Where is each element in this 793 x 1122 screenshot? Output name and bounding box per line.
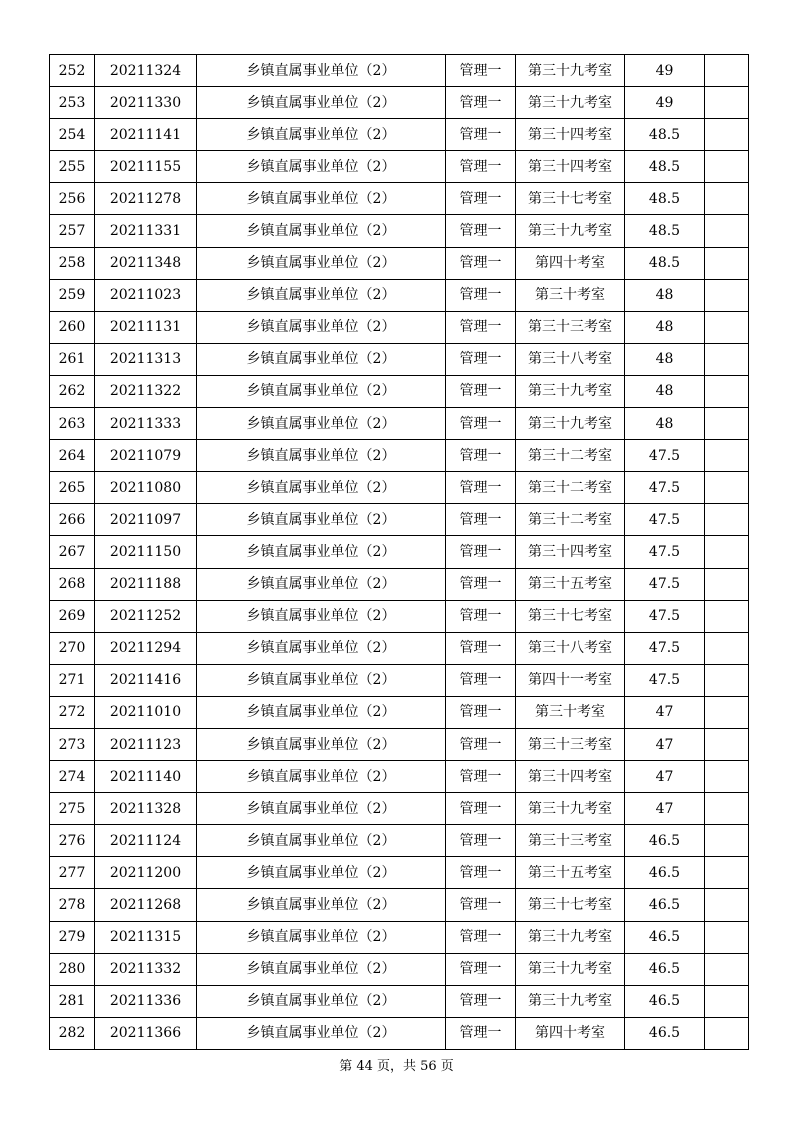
exam-id-cell: 20211294 — [95, 632, 197, 664]
exam-id-cell: 20211123 — [95, 728, 197, 760]
unit-name-cell: 乡镇直属事业单位（2） — [197, 408, 446, 440]
remark-cell — [705, 857, 749, 889]
table-row — [50, 408, 749, 440]
exam-room-cell: 第三十七考室 — [516, 600, 625, 632]
score-cell: 48.5 — [625, 151, 705, 183]
row-index-cell: 272 — [50, 696, 95, 728]
position-cell: 管理一 — [446, 889, 516, 921]
exam-id-cell: 20211348 — [95, 247, 197, 279]
table-row — [50, 87, 749, 119]
unit-name-cell: 乡镇直属事业单位（2） — [197, 985, 446, 1017]
unit-name-cell: 乡镇直属事业单位（2） — [197, 472, 446, 504]
table-row — [50, 632, 749, 664]
table-row — [50, 311, 749, 343]
remark-cell — [705, 793, 749, 825]
page-footer: 第 44 页，共 56 页 — [339, 1059, 454, 1074]
exam-room-cell: 第三十三考室 — [516, 825, 625, 857]
exam-id-cell: 20211332 — [95, 953, 197, 985]
remark-cell — [705, 664, 749, 696]
unit-name-cell: 乡镇直属事业单位（2） — [197, 600, 446, 632]
remark-cell — [705, 825, 749, 857]
exam-room-cell: 第四十一考室 — [516, 664, 625, 696]
exam-room-cell: 第三十四考室 — [516, 536, 625, 568]
unit-name-cell: 乡镇直属事业单位（2） — [197, 343, 446, 375]
remark-cell — [705, 247, 749, 279]
table-row — [50, 247, 749, 279]
position-cell: 管理一 — [446, 151, 516, 183]
exam-room-cell: 第三十四考室 — [516, 761, 625, 793]
unit-name-cell: 乡镇直属事业单位（2） — [197, 953, 446, 985]
table-row — [50, 985, 749, 1017]
position-cell: 管理一 — [446, 1017, 516, 1049]
unit-name-cell: 乡镇直属事业单位（2） — [197, 55, 446, 87]
remark-cell — [705, 536, 749, 568]
row-index-cell: 261 — [50, 343, 95, 375]
unit-name-cell: 乡镇直属事业单位（2） — [197, 119, 446, 151]
row-index-cell: 254 — [50, 119, 95, 151]
table-row — [50, 953, 749, 985]
exam-room-cell: 第三十二考室 — [516, 504, 625, 536]
remark-cell — [705, 215, 749, 247]
exam-id-cell: 20211324 — [95, 55, 197, 87]
table-row — [50, 119, 749, 151]
row-index-cell: 255 — [50, 151, 95, 183]
unit-name-cell: 乡镇直属事业单位（2） — [197, 793, 446, 825]
score-cell: 48 — [625, 279, 705, 311]
unit-name-cell: 乡镇直属事业单位（2） — [197, 761, 446, 793]
exam-id-cell: 20211366 — [95, 1017, 197, 1049]
table-row — [50, 761, 749, 793]
score-cell: 47.5 — [625, 504, 705, 536]
position-cell: 管理一 — [446, 953, 516, 985]
score-cell: 48.5 — [625, 215, 705, 247]
row-index-cell: 282 — [50, 1017, 95, 1049]
remark-cell — [705, 504, 749, 536]
exam-room-cell: 第三十九考室 — [516, 55, 625, 87]
remark-cell — [705, 728, 749, 760]
table-row — [50, 215, 749, 247]
score-cell: 47.5 — [625, 440, 705, 472]
remark-cell — [705, 985, 749, 1017]
remark-cell — [705, 472, 749, 504]
remark-cell — [705, 311, 749, 343]
remark-cell — [705, 151, 749, 183]
position-cell: 管理一 — [446, 215, 516, 247]
position-cell: 管理一 — [446, 87, 516, 119]
exam-id-cell: 20211023 — [95, 279, 197, 311]
score-cell: 46.5 — [625, 825, 705, 857]
position-cell: 管理一 — [446, 825, 516, 857]
exam-room-cell: 第三十九考室 — [516, 985, 625, 1017]
exam-room-cell: 第三十考室 — [516, 696, 625, 728]
score-cell: 48 — [625, 343, 705, 375]
remark-cell — [705, 119, 749, 151]
exam-id-cell: 20211010 — [95, 696, 197, 728]
position-cell: 管理一 — [446, 985, 516, 1017]
table-row — [50, 921, 749, 953]
exam-room-cell: 第三十三考室 — [516, 311, 625, 343]
position-cell: 管理一 — [446, 119, 516, 151]
exam-id-cell: 20211200 — [95, 857, 197, 889]
unit-name-cell: 乡镇直属事业单位（2） — [197, 1017, 446, 1049]
row-index-cell: 270 — [50, 632, 95, 664]
row-index-cell: 257 — [50, 215, 95, 247]
unit-name-cell: 乡镇直属事业单位（2） — [197, 825, 446, 857]
score-cell: 46.5 — [625, 921, 705, 953]
exam-room-cell: 第三十二考室 — [516, 472, 625, 504]
row-index-cell: 268 — [50, 568, 95, 600]
exam-id-cell: 20211124 — [95, 825, 197, 857]
score-cell: 47 — [625, 793, 705, 825]
table-row — [50, 504, 749, 536]
exam-room-cell: 第三十九考室 — [516, 408, 625, 440]
remark-cell — [705, 279, 749, 311]
row-index-cell: 263 — [50, 408, 95, 440]
position-cell: 管理一 — [446, 311, 516, 343]
exam-id-cell: 20211330 — [95, 87, 197, 119]
unit-name-cell: 乡镇直属事业单位（2） — [197, 536, 446, 568]
position-cell: 管理一 — [446, 664, 516, 696]
exam-id-cell: 20211322 — [95, 375, 197, 407]
row-index-cell: 280 — [50, 953, 95, 985]
position-cell: 管理一 — [446, 279, 516, 311]
unit-name-cell: 乡镇直属事业单位（2） — [197, 279, 446, 311]
position-cell: 管理一 — [446, 375, 516, 407]
remark-cell — [705, 632, 749, 664]
score-cell: 48 — [625, 408, 705, 440]
remark-cell — [705, 953, 749, 985]
exam-room-cell: 第三十三考室 — [516, 728, 625, 760]
score-cell: 47 — [625, 761, 705, 793]
exam-room-cell: 第三十九考室 — [516, 921, 625, 953]
table-row — [50, 183, 749, 215]
score-cell: 46.5 — [625, 953, 705, 985]
exam-room-cell: 第三十八考室 — [516, 343, 625, 375]
score-cell: 49 — [625, 87, 705, 119]
position-cell: 管理一 — [446, 472, 516, 504]
table-row — [50, 343, 749, 375]
row-index-cell: 256 — [50, 183, 95, 215]
remark-cell — [705, 1017, 749, 1049]
position-cell: 管理一 — [446, 440, 516, 472]
exam-id-cell: 20211252 — [95, 600, 197, 632]
table-row — [50, 600, 749, 632]
unit-name-cell: 乡镇直属事业单位（2） — [197, 696, 446, 728]
exam-room-cell: 第三十四考室 — [516, 119, 625, 151]
exam-room-cell: 第三十五考室 — [516, 857, 625, 889]
exam-id-cell: 20211155 — [95, 151, 197, 183]
unit-name-cell: 乡镇直属事业单位（2） — [197, 632, 446, 664]
exam-room-cell: 第三十七考室 — [516, 889, 625, 921]
table-row — [50, 568, 749, 600]
table-row — [50, 664, 749, 696]
row-index-cell: 266 — [50, 504, 95, 536]
row-index-cell: 271 — [50, 664, 95, 696]
row-index-cell: 260 — [50, 311, 95, 343]
exam-room-cell: 第三十九考室 — [516, 87, 625, 119]
remark-cell — [705, 600, 749, 632]
remark-cell — [705, 408, 749, 440]
unit-name-cell: 乡镇直属事业单位（2） — [197, 87, 446, 119]
exam-room-cell: 第三十九考室 — [516, 793, 625, 825]
remark-cell — [705, 55, 749, 87]
position-cell: 管理一 — [446, 55, 516, 87]
remark-cell — [705, 761, 749, 793]
remark-cell — [705, 183, 749, 215]
exam-id-cell: 20211315 — [95, 921, 197, 953]
position-cell: 管理一 — [446, 183, 516, 215]
position-cell: 管理一 — [446, 728, 516, 760]
remark-cell — [705, 696, 749, 728]
score-cell: 48 — [625, 311, 705, 343]
row-index-cell: 281 — [50, 985, 95, 1017]
unit-name-cell: 乡镇直属事业单位（2） — [197, 857, 446, 889]
exam-id-cell: 20211080 — [95, 472, 197, 504]
exam-id-cell: 20211131 — [95, 311, 197, 343]
table-row — [50, 696, 749, 728]
exam-id-cell: 20211416 — [95, 664, 197, 696]
table-row — [50, 728, 749, 760]
row-index-cell: 269 — [50, 600, 95, 632]
remark-cell — [705, 375, 749, 407]
exam-room-cell: 第三十九考室 — [516, 215, 625, 247]
position-cell: 管理一 — [446, 504, 516, 536]
score-cell: 46.5 — [625, 857, 705, 889]
score-cell: 48 — [625, 375, 705, 407]
score-cell: 47.5 — [625, 632, 705, 664]
exam-room-cell: 第三十七考室 — [516, 183, 625, 215]
score-cell: 47.5 — [625, 664, 705, 696]
exam-room-cell: 第三十五考室 — [516, 568, 625, 600]
unit-name-cell: 乡镇直属事业单位（2） — [197, 664, 446, 696]
table-row — [50, 279, 749, 311]
position-cell: 管理一 — [446, 793, 516, 825]
unit-name-cell: 乡镇直属事业单位（2） — [197, 728, 446, 760]
row-index-cell: 274 — [50, 761, 95, 793]
score-cell: 46.5 — [625, 1017, 705, 1049]
row-index-cell: 264 — [50, 440, 95, 472]
exam-id-cell: 20211097 — [95, 504, 197, 536]
table-row — [50, 55, 749, 87]
position-cell: 管理一 — [446, 408, 516, 440]
exam-id-cell: 20211141 — [95, 119, 197, 151]
position-cell: 管理一 — [446, 761, 516, 793]
table-row — [50, 1017, 749, 1049]
row-index-cell: 258 — [50, 247, 95, 279]
unit-name-cell: 乡镇直属事业单位（2） — [197, 921, 446, 953]
position-cell: 管理一 — [446, 696, 516, 728]
unit-name-cell: 乡镇直属事业单位（2） — [197, 311, 446, 343]
exam-room-cell: 第三十八考室 — [516, 632, 625, 664]
exam-room-cell: 第三十九考室 — [516, 375, 625, 407]
remark-cell — [705, 440, 749, 472]
row-index-cell: 273 — [50, 728, 95, 760]
exam-id-cell: 20211188 — [95, 568, 197, 600]
row-index-cell: 252 — [50, 55, 95, 87]
table-row — [50, 375, 749, 407]
row-index-cell: 265 — [50, 472, 95, 504]
score-cell: 47 — [625, 728, 705, 760]
score-cell: 46.5 — [625, 889, 705, 921]
exam-room-cell: 第三十二考室 — [516, 440, 625, 472]
row-index-cell: 267 — [50, 536, 95, 568]
unit-name-cell: 乡镇直属事业单位（2） — [197, 504, 446, 536]
table-row — [50, 151, 749, 183]
row-index-cell: 253 — [50, 87, 95, 119]
row-index-cell: 278 — [50, 889, 95, 921]
exam-id-cell: 20211150 — [95, 536, 197, 568]
exam-id-cell: 20211336 — [95, 985, 197, 1017]
unit-name-cell: 乡镇直属事业单位（2） — [197, 889, 446, 921]
unit-name-cell: 乡镇直属事业单位（2） — [197, 375, 446, 407]
row-index-cell: 276 — [50, 825, 95, 857]
remark-cell — [705, 343, 749, 375]
exam-id-cell: 20211331 — [95, 215, 197, 247]
score-cell: 47.5 — [625, 536, 705, 568]
row-index-cell: 259 — [50, 279, 95, 311]
score-cell: 49 — [625, 55, 705, 87]
remark-cell — [705, 87, 749, 119]
exam-id-cell: 20211313 — [95, 343, 197, 375]
remark-cell — [705, 568, 749, 600]
exam-id-cell: 20211268 — [95, 889, 197, 921]
table-row — [50, 889, 749, 921]
position-cell: 管理一 — [446, 857, 516, 889]
unit-name-cell: 乡镇直属事业单位（2） — [197, 183, 446, 215]
exam-id-cell: 20211328 — [95, 793, 197, 825]
row-index-cell: 279 — [50, 921, 95, 953]
exam-id-cell: 20211278 — [95, 183, 197, 215]
position-cell: 管理一 — [446, 247, 516, 279]
position-cell: 管理一 — [446, 600, 516, 632]
score-cell: 47.5 — [625, 568, 705, 600]
table-row — [50, 793, 749, 825]
table-row — [50, 440, 749, 472]
score-cell: 47 — [625, 696, 705, 728]
exam-id-cell: 20211333 — [95, 408, 197, 440]
score-cell: 46.5 — [625, 985, 705, 1017]
table-row — [50, 536, 749, 568]
table-row — [50, 857, 749, 889]
row-index-cell: 275 — [50, 793, 95, 825]
unit-name-cell: 乡镇直属事业单位（2） — [197, 247, 446, 279]
position-cell: 管理一 — [446, 568, 516, 600]
score-table-body — [50, 55, 749, 1050]
exam-room-cell: 第三十九考室 — [516, 953, 625, 985]
score-cell: 48.5 — [625, 247, 705, 279]
exam-room-cell: 第四十考室 — [516, 247, 625, 279]
remark-cell — [705, 921, 749, 953]
unit-name-cell: 乡镇直属事业单位（2） — [197, 440, 446, 472]
position-cell: 管理一 — [446, 343, 516, 375]
row-index-cell: 262 — [50, 375, 95, 407]
position-cell: 管理一 — [446, 632, 516, 664]
exam-id-cell: 20211140 — [95, 761, 197, 793]
row-index-cell: 277 — [50, 857, 95, 889]
position-cell: 管理一 — [446, 536, 516, 568]
score-cell: 48.5 — [625, 119, 705, 151]
exam-room-cell: 第三十考室 — [516, 279, 625, 311]
position-cell: 管理一 — [446, 921, 516, 953]
unit-name-cell: 乡镇直属事业单位（2） — [197, 215, 446, 247]
exam-room-cell: 第三十四考室 — [516, 151, 625, 183]
score-table — [49, 54, 749, 1050]
table-row — [50, 472, 749, 504]
exam-room-cell: 第四十考室 — [516, 1017, 625, 1049]
score-cell: 48.5 — [625, 183, 705, 215]
remark-cell — [705, 889, 749, 921]
unit-name-cell: 乡镇直属事业单位（2） — [197, 568, 446, 600]
score-cell: 47.5 — [625, 600, 705, 632]
exam-id-cell: 20211079 — [95, 440, 197, 472]
unit-name-cell: 乡镇直属事业单位（2） — [197, 151, 446, 183]
table-row — [50, 825, 749, 857]
score-cell: 47.5 — [625, 472, 705, 504]
